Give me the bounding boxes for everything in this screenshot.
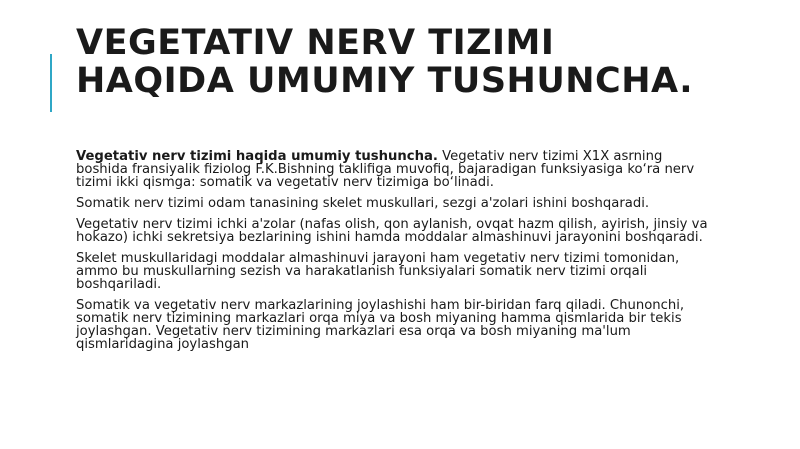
paragraph-intro-text: Vegetativ nerv tizimi X1X asrning boshida fransiyalik fiziolog F.K.Bishning taklifiga muvofiq, bajaradigan funksiyasiga ko‘ra nerv tizimi ikki qismga: somatik va vegetativ nerv tizimiga bo‘linadi.: [76, 149, 695, 190]
paragraph-skeletal: Skelet muskullaridagi moddalar almashinuvi jarayoni ham vegetativ nerv tizimi tomonidan, ammo bu muskullarning sezish va harakatlanish funksiyalari somatik nerv tizimi orqali boshqariladi.: [76, 251, 680, 292]
paragraph-vegetative: Vegetativ nerv tizimi ichki a'zolar (nafas olish, qon aylanish, ovqat hazm qilish, ayirish, jinsiy va hokazo) ichki sekretsiya bezlarining ishini hamda moddalar almashinuvi jarayonini boshqaradi.: [76, 217, 708, 245]
paragraph-centers: Somatik va vegetativ nerv markazlarining joylashishi ham bir-biridan farq qiladi. Chunonchi, somatik nerv tizimining markazlari orqa miya va bosh miyaning hamma qismlarida bir tekis joylashgan. Vegetativ nerv tizimining markazlari esa orqa va bosh miyaning ma'lum qismlaridagina joylashgan: [76, 298, 685, 352]
paragraph-intro: [76, 150, 716, 189]
slide-title: VEGETATIV NERV TIZIMI HAQIDA UMUMIY TUSHUNCHA.: [76, 23, 694, 101]
paragraph-intro-lead: Vegetativ nerv tizimi haqida umumiy tushuncha.: [76, 149, 438, 164]
paragraph-somatic: Somatik nerv tizimi odam tanasining skelet muskullari, sezgi a'zolari ishini boshqaradi.: [76, 196, 650, 211]
slide-body: [76, 150, 716, 359]
title-accent-bar: [50, 54, 52, 112]
